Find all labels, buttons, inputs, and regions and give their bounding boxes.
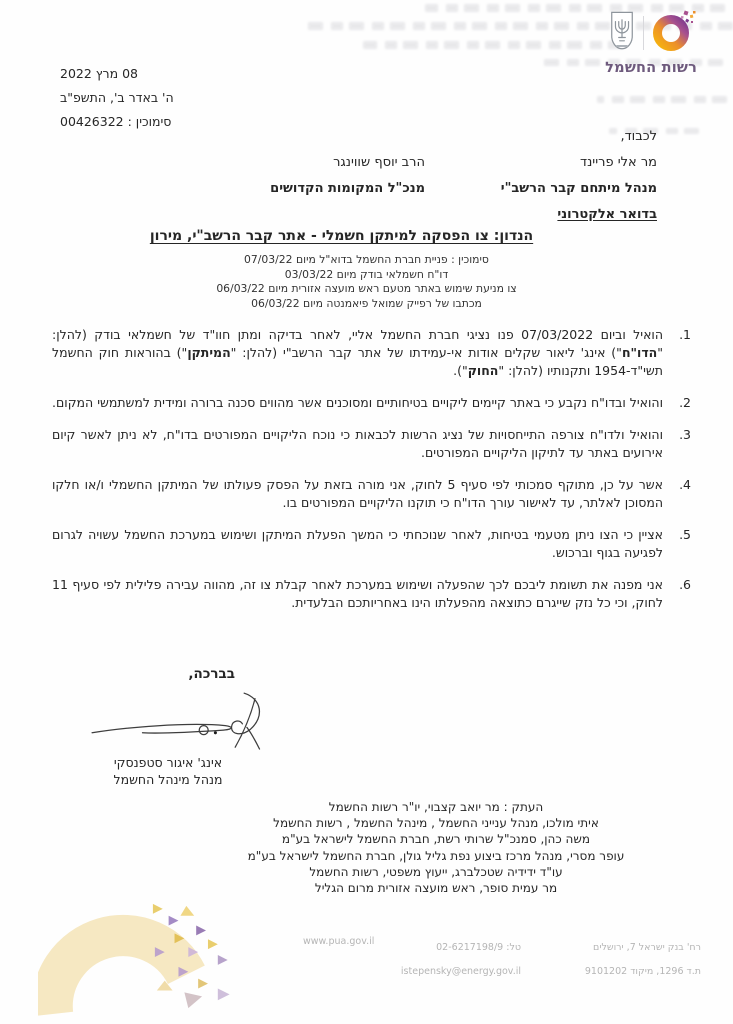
to-label: לכבוד,: [620, 129, 657, 144]
paragraph-number: 4.: [679, 477, 691, 492]
footer-address-block: [585, 936, 701, 984]
footer-contact-block: [401, 936, 521, 984]
paragraph: [52, 576, 691, 612]
authority-logo-icon: [651, 8, 697, 58]
signature-image: [78, 686, 288, 758]
website-text: www.pua.gov.il: [303, 936, 375, 947]
bleedthrough-smudge: [597, 96, 727, 103]
paragraph-number: 6.: [679, 577, 691, 592]
paragraph-text: הואיל וביום 07/03/2022 פנו נציגי חברת החשמל אליי, לאחר בדיקה ומתן חוו"ד של חשמלאי בודק (להלן: "הדו"ח") אינג' ליאור שקלים אודות אי-עמידתו של אתר קבר הרשב"י (להלן: "המיתקן") בהוראות חוק החשמל תשי"ד-1954 ותקנותיו (להלן: "החוק").: [52, 327, 664, 378]
signer-title: מנהל מינהל החשמל: [113, 772, 223, 787]
closing-salutation: בברכה,: [188, 666, 235, 682]
cc-line: איתי מולכו, מנהל ענייני החשמל , מינהל החשמל , רשות החשמל: [273, 816, 599, 831]
paragraph: [52, 526, 691, 562]
address-line1: רח' בנק ישראל 7, ירושלים: [593, 942, 701, 953]
date-hebrew: ה' באדר ב', התשפ"ב: [60, 90, 174, 105]
paragraph: [52, 394, 691, 412]
recipient-block-secondary: [270, 150, 425, 202]
cc-line: מר עמית סופר, ראש מועצה אזורית מרום הגליל: [314, 881, 558, 896]
references-block: [55, 253, 678, 311]
cc-line: עופר מסרי, מנהל מרכז ביצוע נפת גליל גולן, חברת החשמל לישראל בע"מ: [247, 848, 625, 863]
paragraph-number: 5.: [679, 527, 691, 542]
paragraph-text: והואיל ולדו"ח צורפה התייחסויות של נציג הרשות לכבאות כי נוכח הליקויים המפורטים בדו"ח, לא ניתן לאשר קיום אירועים באתר עד לתיקון הליקויים המפורטים.: [52, 427, 663, 460]
footer-decoration: [38, 898, 256, 1018]
bleedthrough-smudge: [363, 41, 623, 49]
letterhead: [605, 8, 697, 76]
paragraph-text: אשר על כן, מתוקף סמכותי לפי סעיף 5 לחוק, אני מורה בזאת על הפסק פעולתו של המיתקן החשמלי ו/או חלקו המסוכן לאלתר, עד לאישור עורך הדו"ח כי תוקנו הליקויים המפורטים בו.: [52, 477, 663, 510]
paragraph-text: אציין כי הצו ניתן מטעמי בטיחות, לאחר שנוכחתי כי המשך הפעלת המיתקן ושימוש במערכת החשמל עשויה לגרום לפגיעה בגוף וברכוש.: [52, 527, 663, 560]
reference-line: מכתבו של רפייק שמואל פיאמנטה מיום 06/03/22: [251, 296, 482, 310]
subject-line: הנדון: צו הפסקה למיתקן חשמלי - אתר קבר הרשב"י, מירון: [149, 228, 534, 244]
paragraph: [52, 476, 691, 512]
reference-number: סימוכין : 00426322: [60, 114, 172, 129]
recipient-title: מנהל מיתחם קבר הרשב"י: [500, 181, 657, 196]
cc-line: העתק : מר יואב קצבוי, יו"ר רשות החשמל: [328, 800, 544, 814]
reference-line: צו מניעת שימוש באתר מטעם ראש מועצה אזורית מיום 06/03/22: [216, 282, 517, 295]
paragraph-number: 2.: [679, 395, 691, 410]
recipient-block-primary: [501, 124, 657, 228]
logo-divider: [643, 16, 644, 50]
israel-emblem-icon: [608, 10, 636, 56]
paragraph-number: 1.: [679, 327, 691, 342]
recipient-name: הרב יוסף שווינגר: [333, 155, 425, 170]
signer-name: אינג' איגור סטפנסקי: [113, 755, 223, 770]
reference-line: סימוכין : פניית חברת החשמל בדוא"ל מיום 07/03/22: [244, 253, 489, 266]
paragraph-text: אני מפנה את תשומת ליבכם לכך שהפעלה ושימוש במערכת לאחר קבלת צו זה, מהווה עבירה פלילית לפי סעיף 11 לחוק, וכי כל נזק שייגרם כתוצאה מהפעלתו הינו באחריותכם הבלעדית.: [52, 577, 663, 610]
recipient-name: מר אלי פריינד: [580, 155, 657, 170]
cc-block: [185, 799, 687, 896]
paragraph-number: 3.: [679, 427, 691, 442]
date-gregorian: 08 מרץ 2022: [60, 66, 138, 81]
cc-line: משה כהן, סמנכ"ל שרותי רשת, חברת החשמל לישראל בע"מ: [281, 832, 591, 847]
email-text: istepensky@energy.gov.il: [400, 966, 521, 977]
recipient-title: מנכ"ל המקומות הקדושים: [270, 181, 425, 196]
address-line2: ת.ד 1296, מיקוד 9101202: [584, 966, 701, 977]
paragraph: [52, 326, 691, 380]
signer-block: [63, 754, 273, 788]
letter-body: [52, 326, 691, 626]
cc-line: עו"ד ידידיה שטכלברג, ייעוץ משפטי, רשות החשמל: [309, 864, 563, 879]
reference-line: דו"ח חשמלאי בודק מיום 03/03/22: [284, 267, 449, 281]
paragraph-text: והואיל ובדו"ח נקבע כי באתר קיימים ליקויים בטיחותיים ומסוכנים אשר מהווים סכנה ברורה ומידית למשתמשי המקום.: [52, 395, 663, 410]
phone-text: טל: 02-6217198/9: [436, 942, 521, 953]
date-block: [60, 62, 174, 134]
paragraph: [52, 426, 691, 462]
delivery-method: בדואר אלקטרוני: [557, 207, 657, 222]
org-name: רשות החשמל: [605, 60, 697, 76]
